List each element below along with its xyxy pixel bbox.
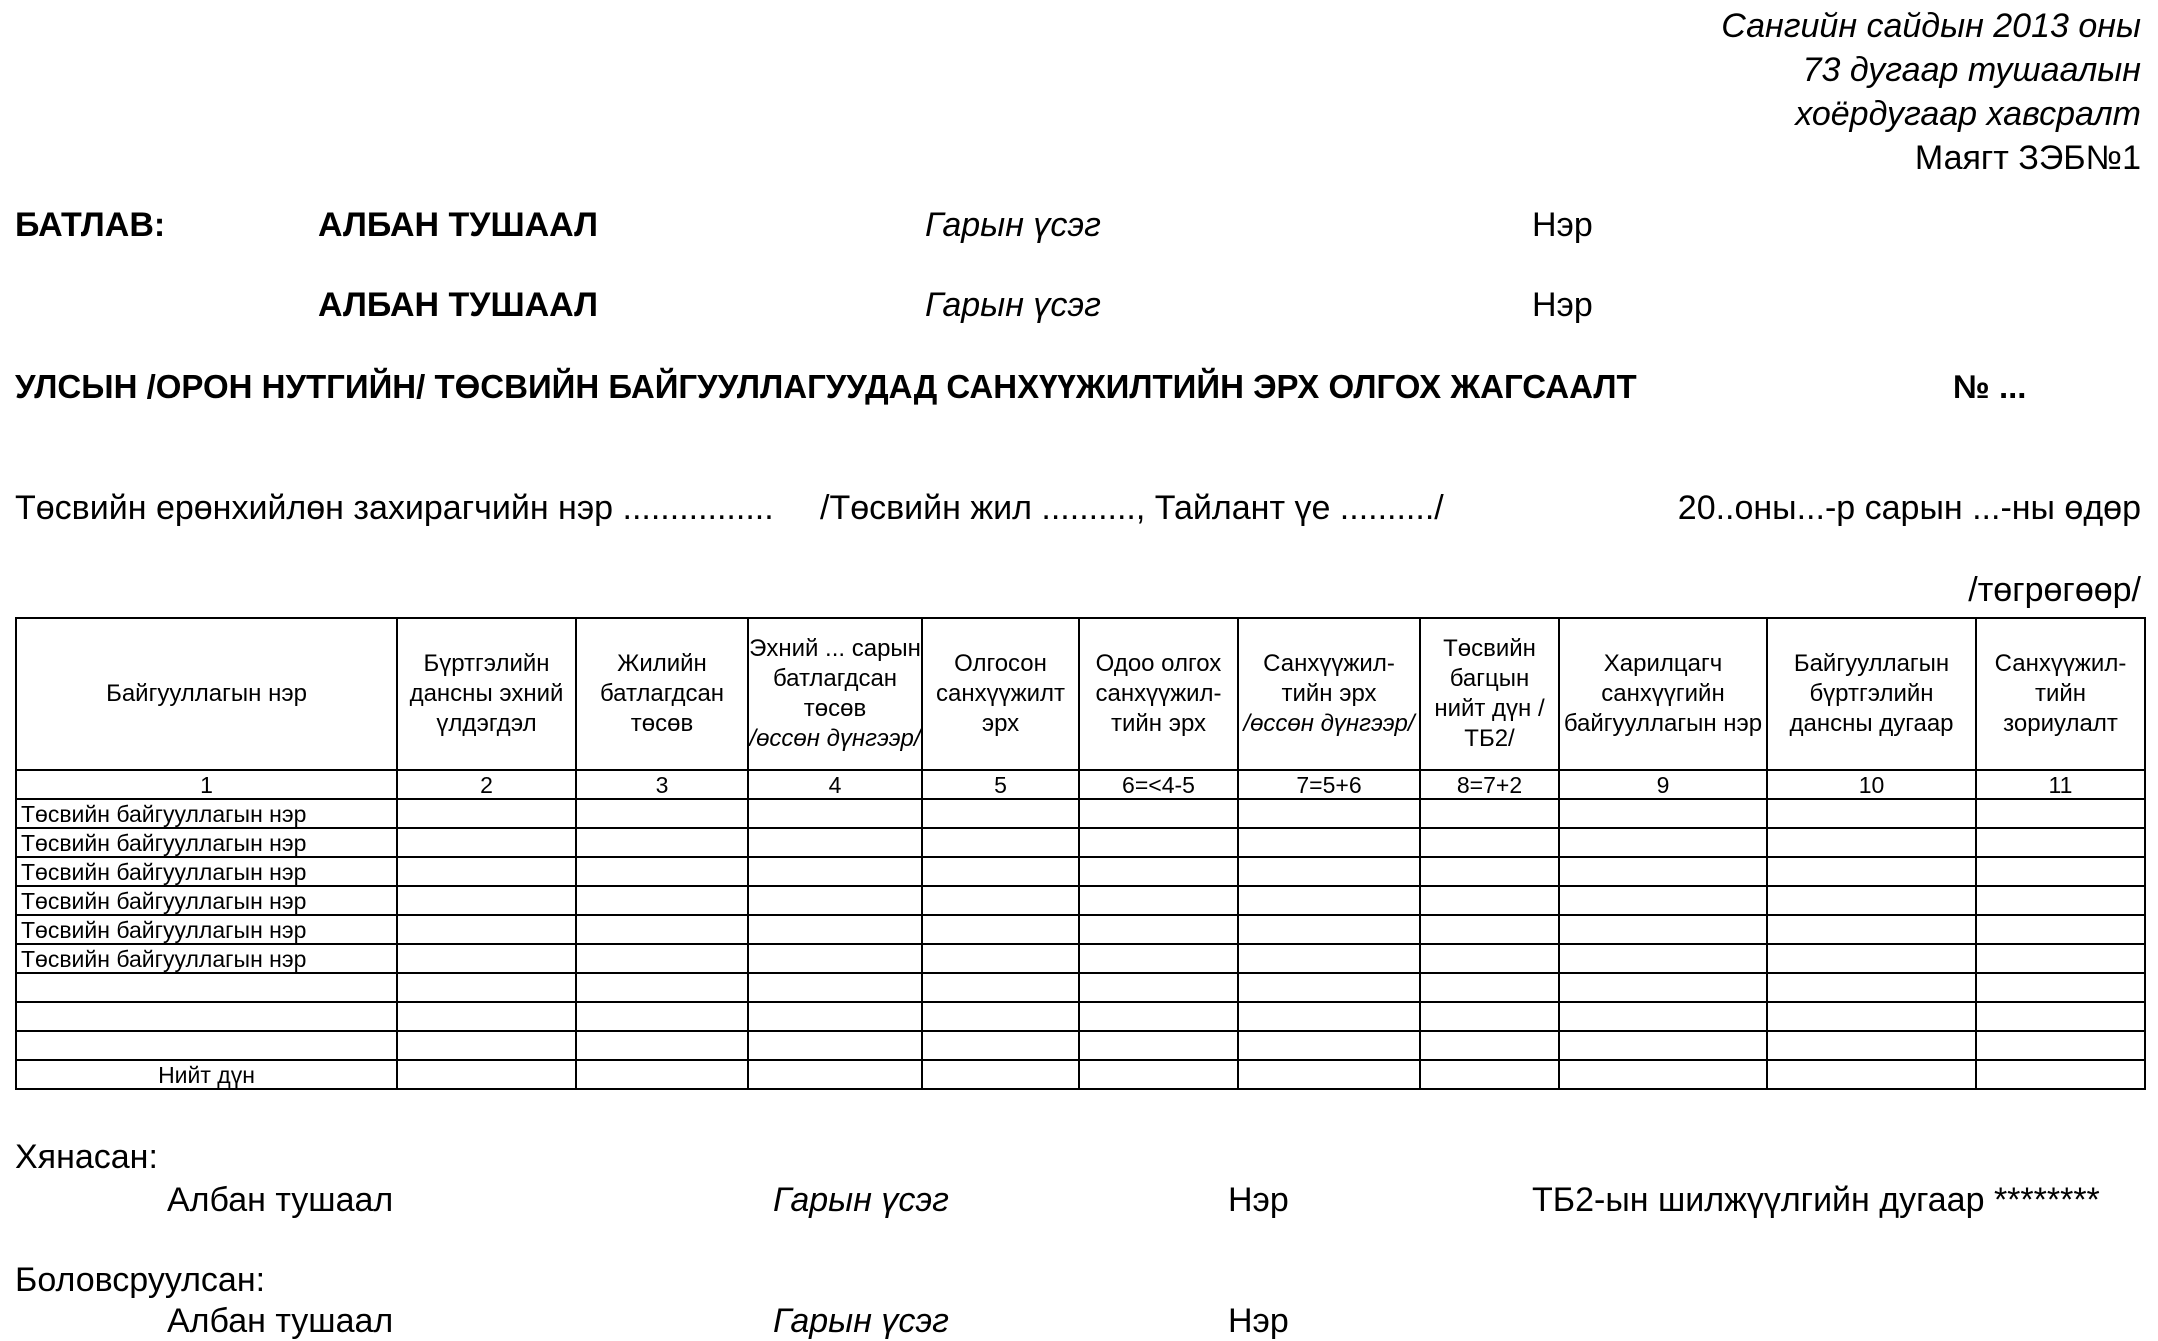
table-cell[interactable] — [748, 1060, 922, 1089]
column-number: 3 — [576, 770, 748, 799]
budget-manager-name: Төсвийн ерөнхийлөн захирагчийн нэр ................ — [15, 489, 774, 527]
table-cell[interactable] — [397, 886, 576, 915]
column-number: 7=5+6 — [1238, 770, 1420, 799]
table-cell[interactable] — [1976, 1060, 2145, 1089]
table-cell[interactable] — [922, 857, 1079, 886]
table-cell[interactable] — [1079, 828, 1238, 857]
table-cell[interactable] — [1238, 1060, 1420, 1089]
column-number: 4 — [748, 770, 922, 799]
table-row — [16, 857, 2145, 886]
table-cell[interactable] — [922, 1060, 1079, 1089]
approver-2-name: Нэр — [1532, 286, 1593, 324]
header-line-1: Сангийн сайдын 2013 оны — [1721, 7, 2141, 45]
header-line-2: 73 дугаар тушаалын — [1802, 51, 2141, 89]
column-number: 1 — [16, 770, 397, 799]
table-cell[interactable] — [1976, 915, 2145, 944]
approver-1-signature: Гарын үсэг — [925, 206, 1101, 244]
header-line-3: хоёрдугаар хавсралт — [1795, 95, 2141, 133]
table-cell[interactable] — [922, 1002, 1079, 1031]
approver-2-signature: Гарын үсэг — [925, 286, 1101, 324]
table-cell[interactable] — [1238, 1031, 1420, 1060]
document-title: УЛСЫН /ОРОН НУТГИЙН/ ТӨСВИЙН БАЙГУУЛЛАГУУДАД САНХҮҮЖИЛТИЙН ЭРХ ОЛГОХ ЖАГСААЛТ — [15, 368, 1637, 405]
table-cell[interactable] — [1559, 1031, 1767, 1060]
table-cell[interactable] — [922, 828, 1079, 857]
total-label: Нийт дүн — [16, 1060, 397, 1089]
approve-label: БАТЛАВ: — [15, 206, 166, 244]
col-header-opening-balance: Бүртгэлийн дансны эхний үлдэгдэл — [397, 618, 576, 770]
table-cell[interactable] — [1559, 828, 1767, 857]
table-cell[interactable] — [1767, 1002, 1976, 1031]
organization-name-cell[interactable]: Төсвийн байгууллагын нэр — [16, 857, 397, 886]
column-number: 11 — [1976, 770, 2145, 799]
column-number: 2 — [397, 770, 576, 799]
transfer-number: ТБ2-ын шилжүүлгийн дугаар ******** — [1532, 1181, 2100, 1219]
approver-2-position: АЛБАН ТУШААЛ — [318, 286, 598, 324]
table-cell[interactable] — [576, 915, 748, 944]
table-cell[interactable] — [748, 1031, 922, 1060]
organization-name-cell[interactable] — [16, 973, 397, 1002]
table-row — [16, 799, 2145, 828]
table-cell[interactable] — [576, 828, 748, 857]
table-cell[interactable] — [1559, 1060, 1767, 1089]
table-cell[interactable] — [1420, 857, 1559, 886]
table-cell[interactable] — [1238, 944, 1420, 973]
col-header-annual-budget: Жилийн батлагдсан төсөв — [576, 618, 748, 770]
table-cell[interactable] — [1238, 886, 1420, 915]
table-row — [16, 886, 2145, 915]
table-cell[interactable] — [1079, 1002, 1238, 1031]
document-number: № ... — [1953, 368, 2027, 405]
reviewer-position: Албан тушаал — [167, 1181, 394, 1219]
table-row — [16, 973, 2145, 1002]
approver-1-position: АЛБАН ТУШААЛ — [318, 206, 598, 244]
table-cell[interactable] — [1079, 1031, 1238, 1060]
table-cell[interactable] — [576, 973, 748, 1002]
table-cell[interactable] — [397, 944, 576, 973]
organization-name-cell[interactable] — [16, 1002, 397, 1031]
table-cell[interactable] — [1420, 828, 1559, 857]
table-cell[interactable] — [1976, 944, 2145, 973]
table-cell[interactable] — [1420, 1002, 1559, 1031]
col-header-current-financing: Одоо олгох санхүүжил-тийн эрх — [1079, 618, 1238, 770]
document-date: 20..оны...-р сарын ...-ны өдөр — [1677, 489, 2141, 527]
table-cell[interactable] — [1767, 1031, 1976, 1060]
organization-name-cell[interactable]: Төсвийн байгууллагын нэр — [16, 886, 397, 915]
table-cell[interactable] — [1238, 828, 1420, 857]
table-cell[interactable] — [397, 1031, 576, 1060]
table-cell[interactable] — [1976, 886, 2145, 915]
col-header-financing-rights: Санхүүжил-тийн эрх /өссөн дүнгээр/ — [1238, 618, 1420, 770]
organization-name-cell[interactable] — [16, 1031, 397, 1060]
table-cell[interactable] — [1420, 973, 1559, 1002]
preparer-position: Албан тушаал — [167, 1302, 394, 1340]
table-row — [16, 1002, 2145, 1031]
table-cell[interactable] — [1976, 973, 2145, 1002]
table-row — [16, 944, 2145, 973]
table-cell[interactable] — [1767, 799, 1976, 828]
preparer-signature: Гарын үсэг — [773, 1302, 949, 1340]
table-cell[interactable] — [576, 857, 748, 886]
col-header-account-number: Байгууллагын бүртгэлийн дансны дугаар — [1767, 618, 1976, 770]
table-cell[interactable] — [1559, 944, 1767, 973]
col-header-period-budget: Эхний ... сарын батлагдсан төсөв /өссөн дүнгээр/ — [748, 618, 922, 770]
table-cell[interactable] — [1559, 1002, 1767, 1031]
table-cell[interactable] — [1767, 857, 1976, 886]
column-number: 6=<4-5 — [1079, 770, 1238, 799]
table-cell[interactable] — [1976, 1002, 2145, 1031]
table-cell[interactable] — [1420, 1060, 1559, 1089]
col-header-budget-package-total: Төсвийн багцын нийт дүн /ТБ2/ — [1420, 618, 1559, 770]
prepared-label: Боловсруулсан: — [15, 1261, 266, 1299]
organization-name-cell[interactable]: Төсвийн байгууллагын нэр — [16, 828, 397, 857]
table-cell[interactable] — [1976, 1031, 2145, 1060]
table-body — [16, 799, 2145, 1060]
table-cell[interactable] — [1559, 886, 1767, 915]
table-cell[interactable] — [397, 828, 576, 857]
table-cell[interactable] — [748, 1002, 922, 1031]
column-number: 10 — [1767, 770, 1976, 799]
col-header-bank-name: Харилцагч санхүүгийн байгууллагын нэр — [1559, 618, 1767, 770]
table-cell[interactable] — [1079, 799, 1238, 828]
table-cell[interactable] — [922, 886, 1079, 915]
table-cell[interactable] — [1976, 828, 2145, 857]
table-cell[interactable] — [1767, 1060, 1976, 1089]
col-header-organization-name: Байгууллагын нэр — [16, 618, 397, 770]
approver-1-name: Нэр — [1532, 206, 1593, 244]
table-cell[interactable] — [922, 944, 1079, 973]
table-cell[interactable] — [397, 857, 576, 886]
table-cell[interactable] — [748, 915, 922, 944]
table-cell[interactable] — [576, 1060, 748, 1089]
table-cell[interactable] — [748, 857, 922, 886]
table-cell[interactable] — [1420, 915, 1559, 944]
table-cell[interactable] — [1767, 828, 1976, 857]
table-cell[interactable] — [748, 828, 922, 857]
table-cell[interactable] — [1238, 857, 1420, 886]
table-cell[interactable] — [1420, 886, 1559, 915]
table-row — [16, 915, 2145, 944]
table-cell[interactable] — [1559, 857, 1767, 886]
table-cell[interactable] — [1767, 973, 1976, 1002]
table-cell[interactable] — [1420, 799, 1559, 828]
table-cell[interactable] — [397, 1002, 576, 1031]
table-cell[interactable] — [748, 944, 922, 973]
table-cell[interactable] — [397, 973, 576, 1002]
organization-name-cell[interactable]: Төсвийн байгууллагын нэр — [16, 799, 397, 828]
table-cell[interactable] — [922, 915, 1079, 944]
financing-rights-table — [15, 617, 2146, 1090]
table-cell[interactable] — [1559, 973, 1767, 1002]
organization-name-cell[interactable]: Төсвийн байгууллагын нэр — [16, 915, 397, 944]
table-cell[interactable] — [576, 1002, 748, 1031]
table-cell[interactable] — [576, 944, 748, 973]
col-header-granted-financing: Олгосон санхүүжилт эрх — [922, 618, 1079, 770]
header-row — [16, 618, 2145, 770]
table-cell[interactable] — [1420, 944, 1559, 973]
table-cell[interactable] — [1976, 799, 2145, 828]
column-number-row — [16, 770, 2145, 799]
table-row — [16, 1031, 2145, 1060]
form-code: Маягт ЗЭБ№1 — [1914, 139, 2141, 177]
preparer-name: Нэр — [1228, 1302, 1289, 1340]
table-cell[interactable] — [1559, 915, 1767, 944]
table-cell[interactable] — [576, 1031, 748, 1060]
organization-name-cell[interactable]: Төсвийн байгууллагын нэр — [16, 944, 397, 973]
table-cell[interactable] — [1079, 973, 1238, 1002]
table-cell[interactable] — [1976, 857, 2145, 886]
reviewed-label: Хянасан: — [15, 1138, 158, 1176]
table-cell[interactable] — [1238, 973, 1420, 1002]
table-cell[interactable] — [748, 886, 922, 915]
table-cell[interactable] — [1079, 944, 1238, 973]
table-cell[interactable] — [1767, 944, 1976, 973]
table-cell[interactable] — [1238, 915, 1420, 944]
table-cell[interactable] — [1079, 857, 1238, 886]
total-row — [16, 1060, 2145, 1089]
currency-unit: /төгрөгөөр/ — [1968, 571, 2141, 609]
table-cell[interactable] — [1420, 1031, 1559, 1060]
table-row — [16, 828, 2145, 857]
table-cell[interactable] — [1238, 1002, 1420, 1031]
column-number: 9 — [1559, 770, 1767, 799]
budget-year-period: /Төсвийн жил .........., Тайлант үе ........../ — [820, 489, 1444, 527]
table-cell[interactable] — [1079, 915, 1238, 944]
reviewer-name: Нэр — [1228, 1181, 1289, 1219]
table-cell[interactable] — [748, 799, 922, 828]
table-cell[interactable] — [397, 799, 576, 828]
table-cell[interactable] — [576, 799, 748, 828]
column-number: 5 — [922, 770, 1079, 799]
table-cell[interactable] — [1079, 1060, 1238, 1089]
table-cell[interactable] — [397, 1060, 576, 1089]
table-cell[interactable] — [1079, 886, 1238, 915]
table-cell[interactable] — [397, 915, 576, 944]
table-cell[interactable] — [1238, 799, 1420, 828]
column-number: 8=7+2 — [1420, 770, 1559, 799]
table-cell[interactable] — [1767, 886, 1976, 915]
reviewer-signature: Гарын үсэг — [773, 1181, 949, 1219]
table-cell[interactable] — [1767, 915, 1976, 944]
table-cell[interactable] — [748, 973, 922, 1002]
col-header-purpose: Санхүүжил-тийн зориулалт — [1976, 618, 2145, 770]
table-cell[interactable] — [1559, 799, 1767, 828]
table-cell[interactable] — [922, 1031, 1079, 1060]
table-cell[interactable] — [922, 973, 1079, 1002]
table-cell[interactable] — [922, 799, 1079, 828]
table-cell[interactable] — [576, 886, 748, 915]
attachment-header — [1721, 4, 2141, 180]
